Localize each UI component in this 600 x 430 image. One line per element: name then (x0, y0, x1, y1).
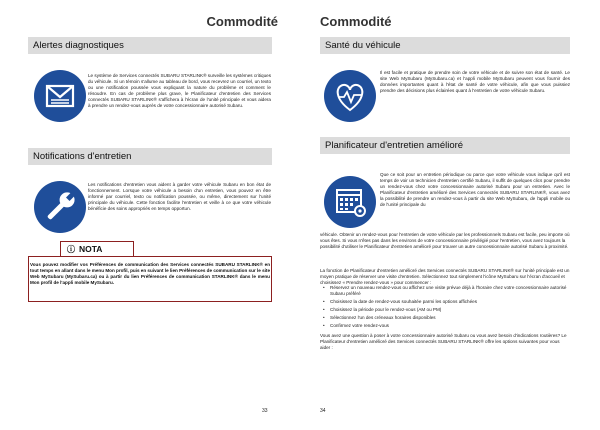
scheduler-steps-list (320, 285, 570, 330)
info-icon: ⓘ (67, 245, 75, 254)
page-header-title: Commodité (206, 14, 278, 29)
maintenance-notifications-text: Les notifications d'entretien vous aident à garder votre véhicule Subaru en bon état de fonctionnement. Lorsque votre véhicule a besoin d'un entretien, vous pouvez en être informé par courriel, texto ou notification poussée, ou même, directement sur l'unité principale du véhicule. Cette fonction facilite l'entretien et veille à ce que votre véhicule bénéficie des soins appropriés en temps opportun. (88, 182, 271, 212)
vehicle-health-text: Il est facile et pratique de prendre soin de votre véhicule et de suivre son état de santé. Le site Web MySubaru (MySubaru.ca) et l'appli mobile MySubaru peuvent vous fournir des données importantes quant à l'état de santé de votre véhicule, afin que vous puissiez prendre des décisions plus éclairées quant à l'entretien de votre véhicule Subaru. (380, 70, 570, 94)
section-heading-diagnostic-alerts: Alertes diagnostiques (28, 37, 272, 54)
note-label-text: NOTA (79, 244, 103, 254)
list-item: • Confirmez votre rendez-vous (320, 323, 570, 329)
dealer-question-text: Vous avez une question à poser à votre concessionnaire autorisé Subaru ou vous avez besoin d'indications routières? Le Planificateur d'entretien amélioré des Services connectés SUBARU STARLINK® offre les options suivantes pour vous aider : (320, 333, 567, 351)
section-heading-enhanced-scheduler: Planificateur d'entretien amélioré (320, 137, 570, 154)
list-item: • Réservez un nouveau rendez-vous ou affichez une visite prévue déjà à l'horaire chez votre concessionnaire autorisé Subaru préféré (320, 285, 570, 297)
page-number: 34 (320, 408, 326, 414)
list-item: • Choisissez la date de rendez-vous souhaitée parmi les options affichées (320, 299, 570, 305)
section-heading-maintenance-notifications: Notifications d'entretien (28, 148, 272, 165)
heart-pulse-icon (323, 69, 377, 123)
page-header-title: Commodité (320, 14, 392, 29)
page-number: 33 (262, 408, 268, 414)
note-text: Vous pouvez modifier vos Préférences de communication des Services connectés SUBARU STARLINK® en tout temps en allant dans le menu Mon profil, puis en suivant le lien Préférences de communication sur le site Web MySubaru (MySubaru.ca) ou à partir du lien Préférences de communication STARLINK® dans le menu Mon profil de l'appli mobile MySubaru. (30, 262, 270, 286)
wrench-icon (33, 180, 87, 234)
section-heading-vehicle-health: Santé du véhicule (320, 37, 570, 54)
note-label (60, 241, 134, 256)
envelope-icon (33, 69, 87, 123)
enhanced-scheduler-text-continued: véhicule. Obtenir un rendez-vous pour l'entretien de votre véhicule par les professionnels Subaru est facile, peu importe où vous êtes. Si vous n'êtes pas dans les environs de votre concessionnaire privilégié pour l'entretien, vous avez toujours la possibilité d'utiliser le Planificateur d'entretien amélioré pour trouver un autre concessionnaire autorisé Subaru à proximité. (320, 232, 570, 250)
list-item: • Sélectionnez l'un des créneaux horaires disponibles (320, 315, 570, 321)
calendar-gear-icon (323, 175, 377, 229)
enhanced-scheduler-text: Que ce soit pour un entretien périodique ou parce que votre véhicule vous indique qu'il est temps de voir un technicien d'entretien certifié Subaru, il suffit de quelques clics pour prendre un rendez-vous chez votre concessionnaire autorisé Subaru pour un entretien. Avec le Planificateur d'entretien amélioré des Services connectés SUBARU STARLINK®, vous avez la possibilité de prendre un rendez-vous à partir du site Web MySubaru, de l'appli mobile ou de l'unité principale du (380, 172, 570, 208)
head-unit-scheduler-text: La fonction de Planificateur d'entretien amélioré des Services connectés SUBARU STARLINK® sur l'unité principale est un moyen pratique de réserver une visite d'entretien. Sélectionnez tout simplement l'icône MySubaru sur l'écran d'accueil et choisissez « Prendre rendez-vous » pour commencer : (320, 268, 570, 286)
diagnostic-alerts-text: Le système de Services connectés SUBARU STARLINK® surveille les systèmes critiques du véhicule. Si un témoin s'allume au tableau de bord, vous recevrez un courriel, un texto ou une notification poussée vous expliquant la nature du problème et comment le résoudre. En cas de problème plus grave, le Planificateur d'entretien des Services connectés SUBARU STARLINK® s'affichera à l'écran de l'unité principale et vous aidera à prendre un rendez-vous auprès de votre concessionnaire autorisé Subaru. (88, 73, 271, 109)
list-item: • Choisissez la période pour le rendez-vous (AM ou PM) (320, 307, 570, 313)
right-page (300, 0, 600, 430)
